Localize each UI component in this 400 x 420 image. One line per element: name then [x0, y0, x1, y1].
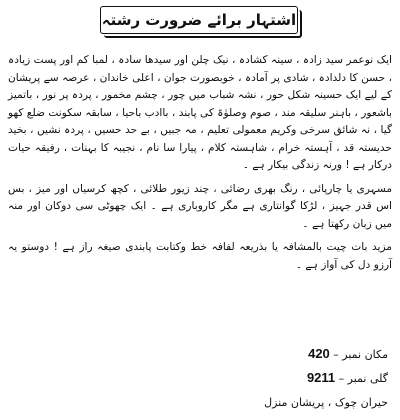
paragraph-dowry: مسہری یا چارپائی ، رنگ بھری رضائی ، چند زیور طلائی ، کچھ کرسیاں اور میز ، بس اس قدر جہیز ، لڑکا گوانتاری ہے مگر کاروباری ہے ۔ ایک چھوٹی سی دوکان اور منہ میں زبان رکھتا ہے ۔	[8, 182, 392, 230]
area-line: حیران چوک ، پریشان منزل	[264, 396, 388, 409]
page-title: اشتہار برائے ضرورت رشتہ	[101, 11, 297, 29]
street-number-line: گلی نمبر – 9211	[306, 370, 388, 385]
paragraph-contact: مزید بات چیت بالمشافہ یا بذریعہ لفافہ خط وکتابت پابندی صیغہ راز ہے ! دوستو یہ آرزو دل کی آواز ہے ۔	[8, 241, 392, 271]
paragraph-description: ایک نوعمر سید زادہ ، سینہ کشادہ ، نیک چلن اور سیدھا سادہ ، لمبا کم اور پست زیادہ ، حسن کا دلدادہ ، شادی پر آمادہ ، خوبصورت جوان ، اعلی خاندان ، عرصہ سے پریشان کے لیے ایک حسینہ شکل حور ، نشہ شباب میں چور ، چشم مخمور ، پردہ پر نور ، باتمیز باشعور ، باہنر سلیقہ مند ، صوم وصلوٰۃ کی پابند ، باادب باحیا ، سابقہ سکونت ضلع کھو گیا ، نہ شائق سرخی وکریم معمولی تعلیم ، مہ جبیں ، بے حد حسیں ، پردہ نشیں ، بخید حدیستہ قد ، آہستہ خرام ، شاہستہ کلام ، پیارا سا نام ، نجیبہ کا بہنات ، رفیقہ حیات درکار ہے ! ورنہ زندگی بیکار ہے ۔	[8, 54, 392, 171]
house-number-line: مکان نمبر – 420	[308, 346, 388, 361]
house-label: مکان نمبر	[342, 348, 388, 361]
street-number: 9211	[306, 370, 336, 385]
house-number: 420	[308, 346, 330, 361]
street-label: گلی نمبر	[347, 372, 388, 385]
title-box	[100, 6, 298, 34]
advertisement-body	[8, 52, 392, 274]
